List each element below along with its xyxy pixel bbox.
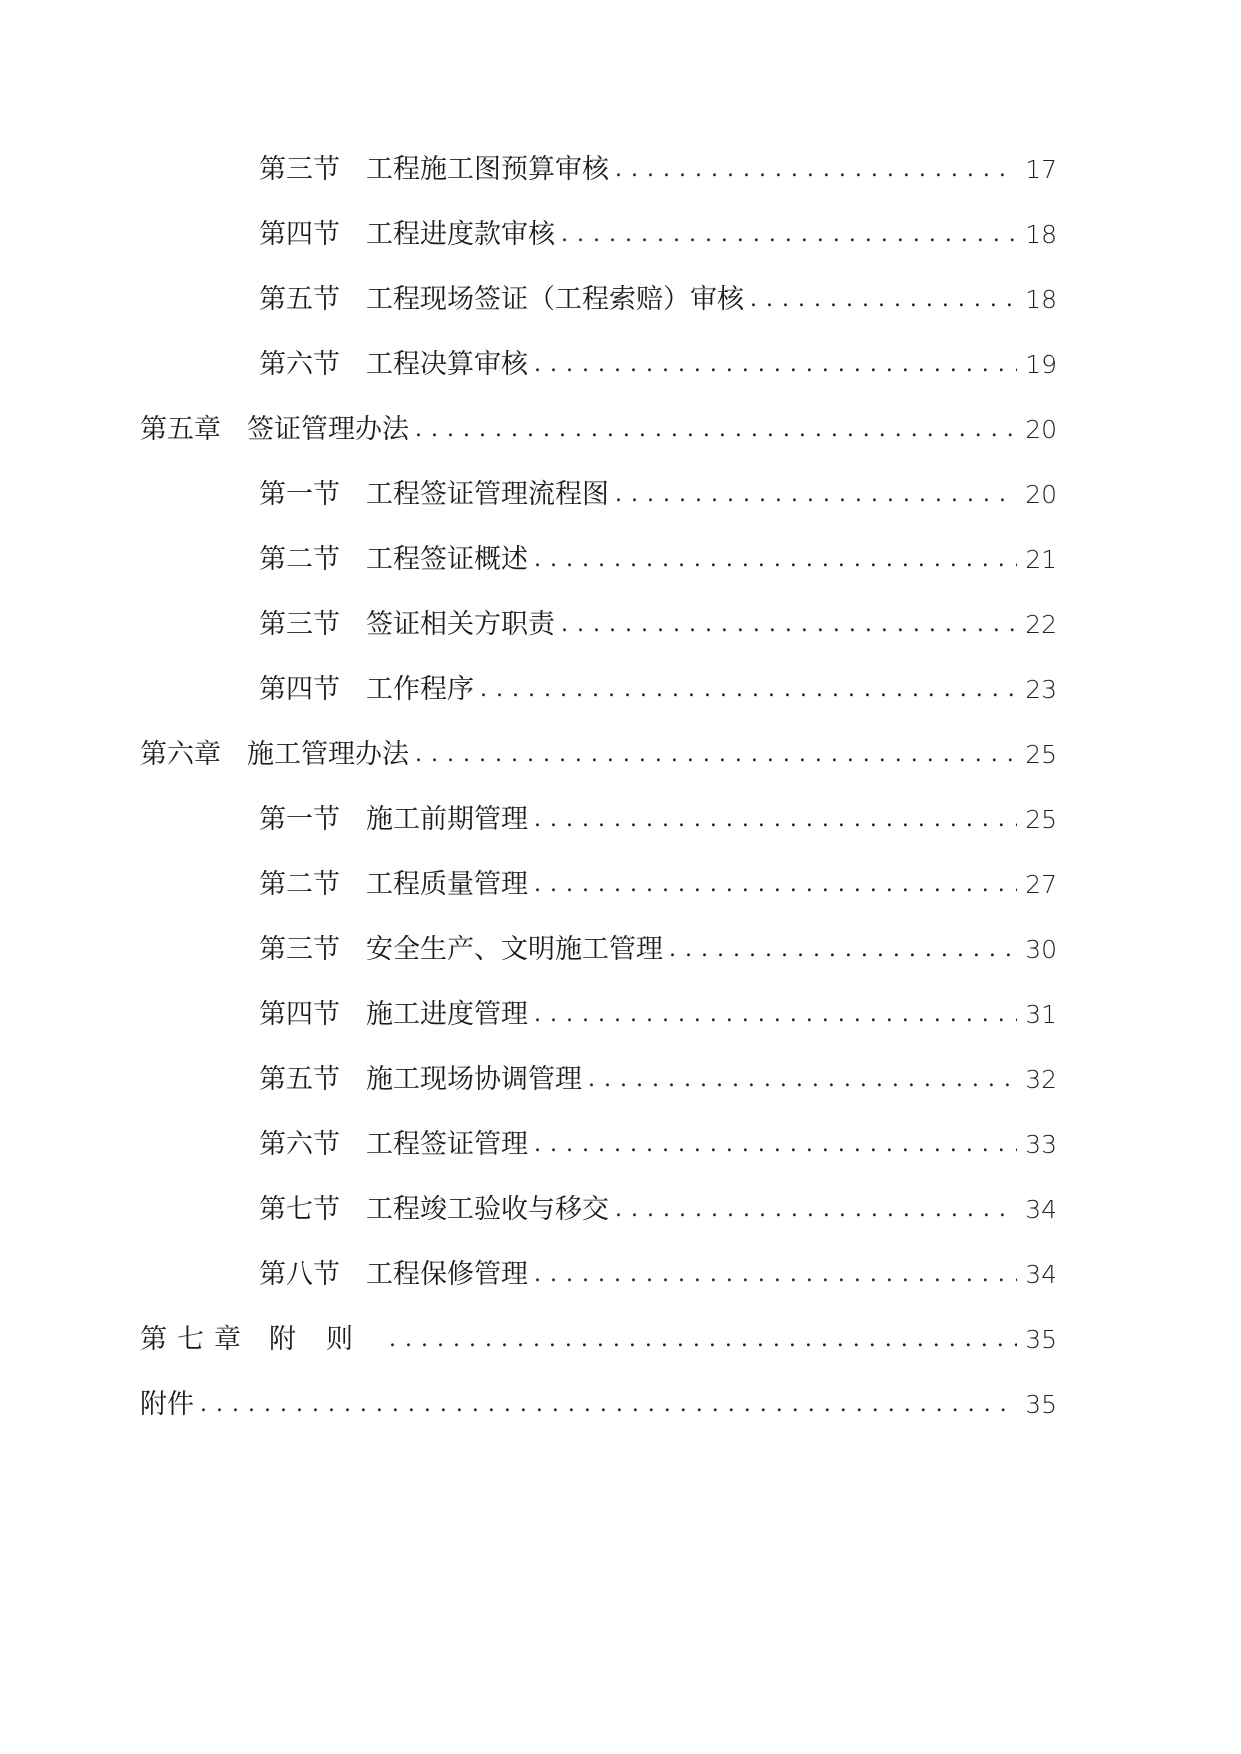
toc-entry-title: 施工进度管理 — [366, 999, 528, 1030]
toc-entry-title: 工程保修管理 — [366, 1259, 528, 1290]
toc-entry-title: 施工管理办法 — [247, 739, 409, 770]
toc-entry-page: 17 — [1025, 155, 1057, 184]
dot-leader — [534, 345, 1017, 385]
toc-entry-page: 33 — [1025, 1130, 1057, 1159]
dot-leader — [669, 930, 1017, 970]
toc-entry-title: 工程施工图预算审核 — [366, 154, 609, 185]
toc-entry-title: 签证相关方职责 — [366, 609, 555, 640]
toc-entry-title: 附则 — [269, 1324, 383, 1355]
toc-entry[interactable] — [259, 540, 1057, 580]
toc-entry[interactable] — [259, 670, 1057, 710]
toc-entry[interactable] — [259, 475, 1057, 515]
toc-entry-page: 18 — [1025, 285, 1057, 314]
toc-entry-title: 工程签证概述 — [366, 544, 528, 575]
toc-entry-page: 32 — [1025, 1065, 1057, 1094]
dot-leader — [534, 1255, 1017, 1295]
toc-entry[interactable] — [259, 215, 1057, 255]
toc-entry-number: 第六节 — [259, 1129, 340, 1160]
toc-entry-title: 工程现场签证（工程索赔）审核 — [366, 284, 744, 315]
toc-entry[interactable] — [140, 1320, 1057, 1360]
dot-leader — [750, 280, 1017, 320]
toc-entry-page: 18 — [1025, 220, 1057, 249]
toc-entry-number: 第八节 — [259, 1259, 340, 1290]
toc-entry-title: 安全生产、文明施工管理 — [366, 934, 663, 965]
toc-entry-page: 19 — [1025, 350, 1057, 379]
toc-entry-page: 30 — [1025, 935, 1057, 964]
toc-entry-number: 第五节 — [259, 1064, 340, 1095]
toc-entry-page: 25 — [1025, 740, 1057, 769]
toc-entry-number: 第一节 — [259, 479, 340, 510]
toc-entry-title: 附件 — [140, 1389, 194, 1420]
dot-leader — [415, 410, 1017, 450]
toc-entry-page: 21 — [1025, 545, 1057, 574]
dot-leader — [534, 865, 1017, 905]
toc-entry[interactable] — [259, 1060, 1057, 1100]
toc-entry-title: 施工现场协调管理 — [366, 1064, 582, 1095]
toc-entry[interactable] — [259, 605, 1057, 645]
toc-entry[interactable] — [259, 995, 1057, 1035]
toc-entry-title: 签证管理办法 — [247, 414, 409, 445]
toc-entry-title: 施工前期管理 — [366, 804, 528, 835]
toc-entry-number: 第五节 — [259, 284, 340, 315]
toc-entry[interactable] — [140, 1385, 1057, 1425]
toc-entry-title: 工程决算审核 — [366, 349, 528, 380]
dot-leader — [534, 540, 1017, 580]
dot-leader — [389, 1320, 1017, 1360]
toc-entry[interactable] — [259, 280, 1057, 320]
toc-entry-number: 第二节 — [259, 544, 340, 575]
dot-leader — [561, 215, 1017, 255]
toc-entry-number: 第三节 — [259, 154, 340, 185]
toc-entry-title: 工作程序 — [366, 674, 474, 705]
toc-entry-number: 第五章 — [140, 414, 221, 445]
toc-entry-page: 23 — [1025, 675, 1057, 704]
toc-entry-number: 第二节 — [259, 869, 340, 900]
toc-entry-number: 第六节 — [259, 349, 340, 380]
toc-entry-page: 34 — [1025, 1260, 1057, 1289]
toc-entry[interactable] — [259, 345, 1057, 385]
dot-leader — [615, 475, 1017, 515]
toc-entry[interactable] — [259, 1125, 1057, 1165]
dot-leader — [615, 150, 1017, 190]
dot-leader — [561, 605, 1017, 645]
toc-entry-number: 第六章 — [140, 739, 221, 770]
dot-leader — [588, 1060, 1017, 1100]
toc-entry[interactable] — [140, 735, 1057, 775]
toc-entry-page: 20 — [1025, 415, 1057, 444]
toc-entry-number: 第三节 — [259, 934, 340, 965]
dot-leader — [415, 735, 1017, 775]
toc-entry-page: 20 — [1025, 480, 1057, 509]
dot-leader — [534, 995, 1017, 1035]
toc-entry[interactable] — [259, 865, 1057, 905]
toc-entry[interactable] — [259, 1255, 1057, 1295]
toc-entry-page: 35 — [1025, 1325, 1057, 1354]
toc-entry-number: 第一节 — [259, 804, 340, 835]
toc-entry-page: 34 — [1025, 1195, 1057, 1224]
toc-entry-number: 第四节 — [259, 674, 340, 705]
toc-entry[interactable] — [259, 800, 1057, 840]
toc-entry-number: 第七节 — [259, 1194, 340, 1225]
toc-entry[interactable] — [140, 410, 1057, 450]
toc-entry-page: 27 — [1025, 870, 1057, 899]
toc-entry-title: 工程签证管理流程图 — [366, 479, 609, 510]
toc-entry[interactable] — [259, 150, 1057, 190]
dot-leader — [615, 1190, 1017, 1230]
dot-leader — [480, 670, 1017, 710]
toc-entry-title: 工程竣工验收与移交 — [366, 1194, 609, 1225]
toc-entry-title: 工程签证管理 — [366, 1129, 528, 1160]
toc-entry-title: 工程进度款审核 — [366, 219, 555, 250]
toc-entry-number: 第三节 — [259, 609, 340, 640]
toc-entry-number: 第七章 — [140, 1324, 251, 1355]
toc-entry-title: 工程质量管理 — [366, 869, 528, 900]
toc-entry-page: 35 — [1025, 1390, 1057, 1419]
toc-entry[interactable] — [259, 930, 1057, 970]
dot-leader — [534, 800, 1017, 840]
toc-entry-number: 第四节 — [259, 219, 340, 250]
toc-entry-page: 31 — [1025, 1000, 1057, 1029]
toc-entry-page: 22 — [1025, 610, 1057, 639]
dot-leader — [200, 1385, 1017, 1425]
toc-entry[interactable] — [259, 1190, 1057, 1230]
dot-leader — [534, 1125, 1017, 1165]
toc-entry-number: 第四节 — [259, 999, 340, 1030]
toc-entry-page: 25 — [1025, 805, 1057, 834]
